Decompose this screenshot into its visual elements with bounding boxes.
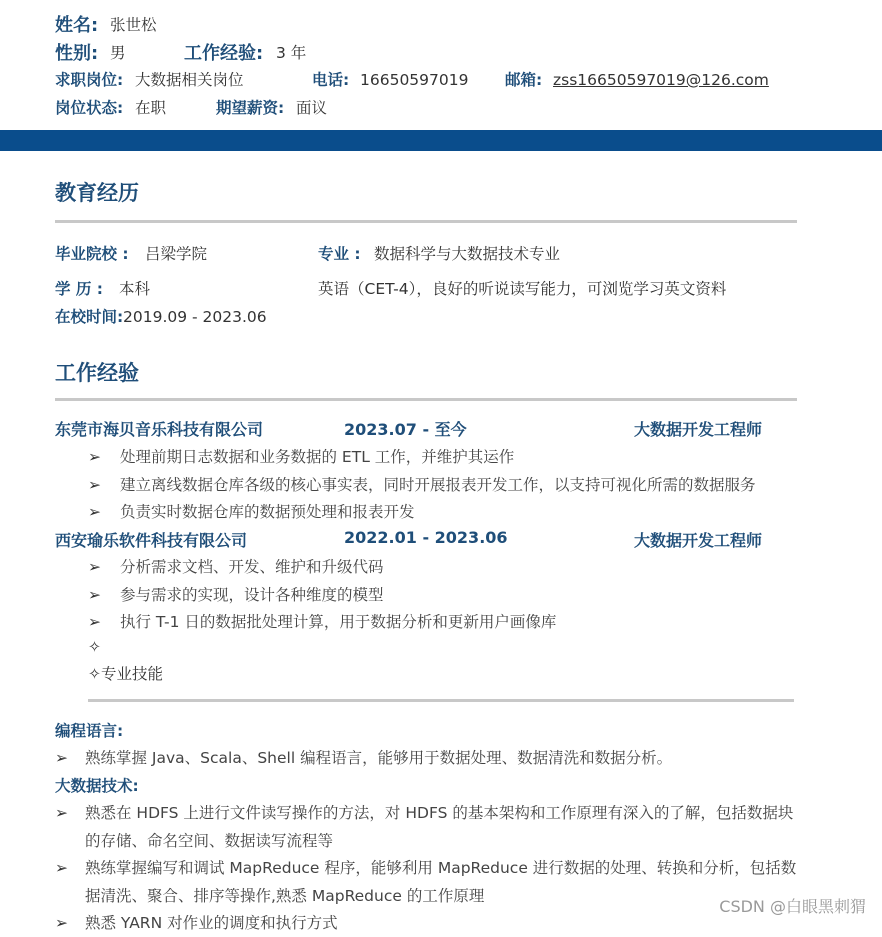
- name-label: 姓名:: [55, 15, 99, 36]
- experience-value: 3 年: [276, 44, 307, 62]
- arrow-bullet-icon: ➢: [55, 749, 68, 767]
- position-value: 大数据相关岗位: [135, 71, 244, 89]
- header-band: [0, 130, 882, 151]
- email-label: 邮箱:: [505, 71, 543, 89]
- job-period: 2022.01 - 2023.06: [344, 528, 508, 547]
- job-role: 大数据开发工程师: [634, 420, 763, 439]
- skills-divider: [88, 699, 794, 702]
- status-label: 岗位状态:: [55, 99, 124, 117]
- job-bullet: ➢ 执行 T-1 日的数据批处理计算，用于数据分析和更新用户画像库: [88, 613, 557, 631]
- gender-value: 男: [110, 44, 126, 62]
- job-company: 西安瑜乐软件科技有限公司: [55, 531, 248, 550]
- skill-item: ➢ 熟悉在 HDFS 上进行文件读写操作的方法，对 HDFS 的基本架构和工作原理有深入的了解，包括数据块的存储、命名空间、数据读写流程等: [55, 799, 825, 855]
- bigdata-heading: 大数据技术:: [55, 777, 139, 795]
- job-role: 大数据开发工程师: [634, 531, 763, 550]
- arrow-bullet-icon: ➢: [88, 448, 101, 466]
- phone-label: 电话:: [312, 71, 350, 89]
- arrow-bullet-icon: ➢: [55, 804, 68, 822]
- job-bullet: ➢ 分析需求文档、开发、维护和升级代码: [88, 558, 384, 576]
- education-heading: 教育经历: [55, 181, 139, 205]
- skill-item: ➢ 熟练掌握 Java、Scala、Shell 编程语言，能够用于数据处理、数据清洗和数据分析。: [55, 744, 825, 772]
- arrow-bullet-icon: ➢: [55, 914, 68, 932]
- email-link[interactable]: zss16650597019@126.com: [553, 71, 769, 89]
- work-heading: 工作经验: [55, 361, 139, 385]
- education-divider: [55, 220, 797, 223]
- position-label: 求职岗位:: [55, 71, 124, 89]
- period-value: 2019.09 - 2023.06: [123, 308, 267, 326]
- arrow-bullet-icon: ➢: [88, 476, 101, 494]
- job-bullet: ➢ 建立离线数据仓库各级的核心事实表，同时开展报表开发工作，以支持可视化所需的数据服务: [88, 476, 756, 494]
- name-value: 张世松: [110, 16, 157, 34]
- arrow-bullet-icon: ➢: [88, 586, 101, 604]
- skill-item: ➢ 熟练掌握编写和调试 MapReduce 程序，能够利用 MapReduce 进行数据的处理、转换和分析，包括数据清洗、聚合、排序等操作,熟悉 MapReduce 的工作原理: [55, 854, 825, 910]
- arrow-bullet-icon: ➢: [88, 503, 101, 521]
- salary-value: 面议: [296, 99, 328, 117]
- skills-heading: ✧专业技能: [88, 665, 163, 683]
- job-company: 东莞市海贝音乐科技有限公司: [55, 420, 264, 439]
- experience-label: 工作经验:: [184, 43, 264, 64]
- lang-heading: 编程语言:: [55, 722, 124, 740]
- job-bullet: ➢ 处理前期日志数据和业务数据的 ETL 工作，并维护其运作: [88, 448, 515, 466]
- english-level: 英语（CET-4），良好的听说读写能力，可浏览学习英文资料: [318, 280, 727, 298]
- status-value: 在职: [135, 99, 167, 117]
- diamond-icon: ✧: [88, 638, 101, 656]
- watermark: CSDN @白眼黑刺猬: [719, 897, 866, 916]
- job-bullet: ➢ 参与需求的实现，设计各种维度的模型: [88, 586, 384, 604]
- period-label: 在校时间:: [55, 308, 124, 326]
- salary-label: 期望薪资:: [216, 99, 285, 117]
- arrow-bullet-icon: ➢: [88, 613, 101, 631]
- arrow-bullet-icon: ➢: [55, 859, 68, 877]
- major-value: 数据科学与大数据技术专业: [374, 245, 561, 263]
- arrow-bullet-icon: ➢: [88, 558, 101, 576]
- degree-value: 本科: [119, 280, 151, 298]
- job-bullet: ➢ 负责实时数据仓库的数据预处理和报表开发: [88, 503, 415, 521]
- skill-item: ➢ 熟悉 YARN 对作业的调度和执行方式: [55, 909, 825, 937]
- job-period: 2023.07 - 至今: [344, 420, 467, 439]
- major-label: 专业 :: [318, 245, 361, 263]
- gender-label: 性别:: [55, 43, 99, 64]
- phone-value: 16650597019: [360, 71, 469, 89]
- degree-label: 学 历 :: [55, 280, 103, 298]
- work-divider: [55, 398, 797, 401]
- school-value: 吕梁学院: [145, 245, 208, 263]
- school-label: 毕业院校 :: [55, 245, 129, 263]
